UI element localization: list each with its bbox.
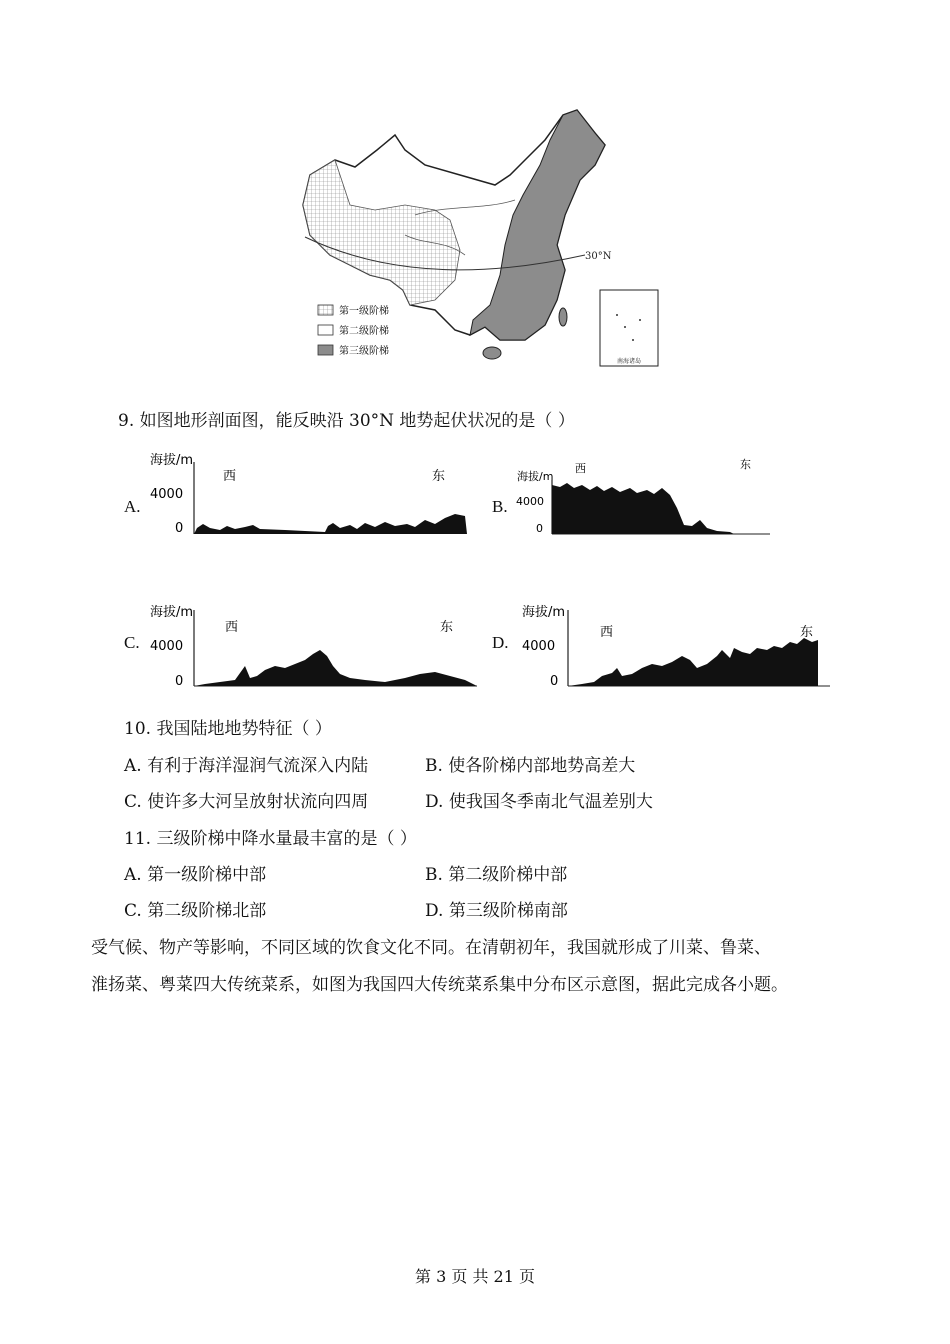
q9-profile-c[interactable] [145,598,485,693]
q10-option-a[interactable]: A. 有利于海洋湿润气流深入内陆 [124,756,369,776]
passage-line-1: 受气候、物产等影响，不同区域的饮食文化不同。在清朝初年，我国就形成了川菜、鲁菜、 [91,938,771,958]
q11-stem: 11. 三级阶梯中降水量最丰富的是（ ） [124,829,417,849]
q9-stem: 9. 如图地形剖面图，能反映沿 30°N 地势起伏状况的是（ ） [118,411,575,431]
profile-b-west: 西 [575,462,586,475]
q10-stem: 10. 我国陆地地势特征（ ） [124,719,332,739]
profile-c-tick-low: 0 [175,674,184,689]
profile-d-west: 西 [600,625,614,640]
profile-d-tick-low: 0 [550,674,559,689]
q11-option-d[interactable]: D. 第三级阶梯南部 [425,901,568,921]
q9-option-a-label[interactable]: A. [124,497,141,516]
profile-c-west: 西 [225,620,239,635]
profile-d-tick-high: 4000 [522,639,556,654]
profile-c-tick-high: 4000 [150,639,184,654]
profile-b-east: 东 [740,458,751,471]
profile-a-east: 东 [432,469,446,484]
q9-profile-a[interactable] [145,450,475,540]
q9-option-b-label[interactable]: B. [492,497,508,516]
latitude-label: 30°N [585,251,612,262]
q11-option-b[interactable]: B. 第二级阶梯中部 [425,865,568,885]
profile-c-east: 东 [440,620,454,635]
hainan-island [483,347,501,359]
profile-a-tick-high: 4000 [150,487,184,502]
q11-option-a[interactable]: A. 第一级阶梯中部 [124,865,267,885]
legend-step-3: 第三级阶梯 [339,346,389,357]
q10-option-d[interactable]: D. 使我国冬季南北气温差别大 [425,792,653,812]
profile-a-ylabel: 海拔/m [150,453,194,468]
profile-a-west: 西 [223,469,237,484]
china-terrain-map [295,105,665,370]
q9-profile-d[interactable] [512,598,837,693]
taiwan-island [559,308,567,326]
inset-label: 南海诸岛 [616,358,642,365]
legend-step-1: 第一级阶梯 [339,306,389,317]
profile-b-tick-high: 4000 [516,495,544,508]
q11-option-c[interactable]: C. 第二级阶梯北部 [124,901,267,921]
profile-b-ylabel: 海拔/m [517,470,554,483]
profile-d-east: 东 [800,625,814,640]
q10-option-b[interactable]: B. 使各阶梯内部地势高差大 [425,756,636,776]
profile-b-tick-low: 0 [536,522,543,535]
profile-a-tick-low: 0 [175,521,184,536]
profile-d-ylabel: 海拔/m [522,605,566,620]
passage-line-2: 淮扬菜、粤菜四大传统菜系，如图为我国四大传统菜系集中分布区示意图，据此完成各小题。 [91,975,788,995]
page-footer: 第 3 页 共 21 页 [415,1267,535,1286]
legend-step-2: 第二级阶梯 [339,326,389,337]
profile-c-ylabel: 海拔/m [150,605,194,620]
south-china-sea-inset [600,290,658,366]
q9-option-d-label[interactable]: D. [492,633,509,652]
q9-option-c-label[interactable]: C. [124,633,140,652]
q9-profile-b[interactable] [512,450,782,540]
q10-option-c[interactable]: C. 使许多大河呈放射状流向四周 [124,792,369,812]
